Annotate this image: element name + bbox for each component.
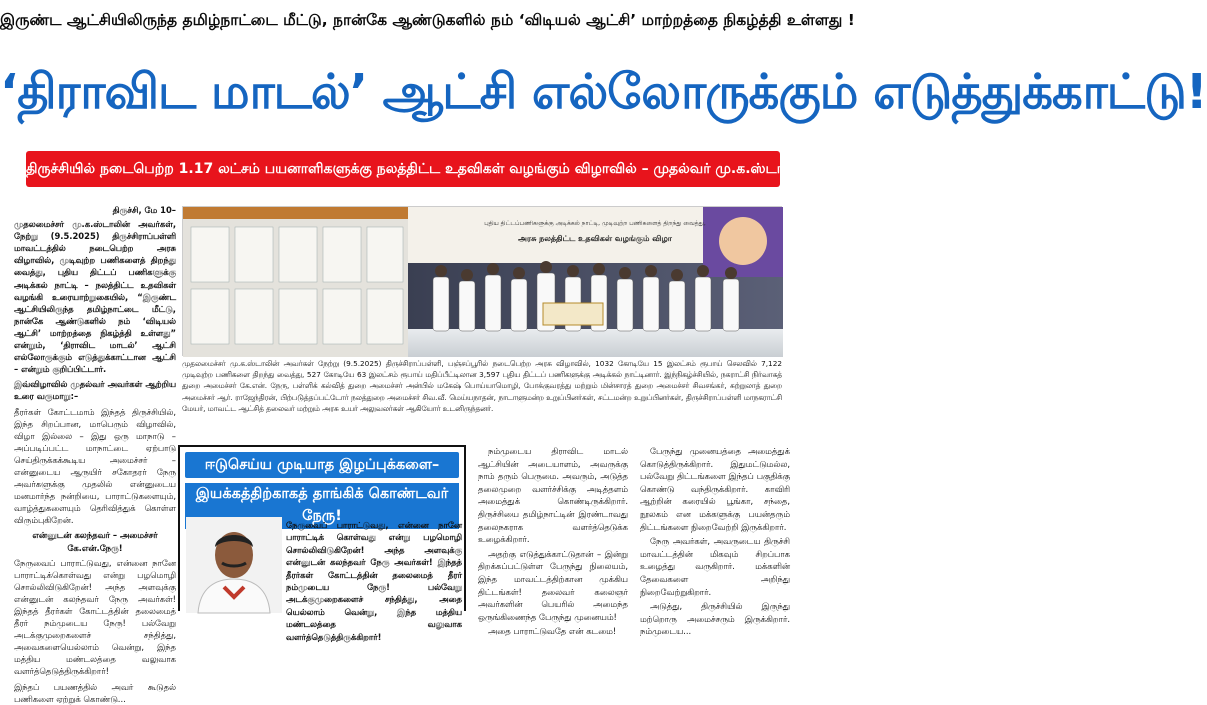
article-paragraph: நேரு அவர்கள், அவருடைய திருச்சி மாவட்டத்தின் மிகவும் சிறப்பாக உழைத்து வருகிறார். மக்களின் தேவைகளை அறிந்து நிறைவேற்றுகிறார். bbox=[640, 536, 790, 597]
article-column-3 bbox=[478, 445, 628, 637]
boxed-title-line1: ஈடுசெய்ய முடியாத இழப்புக்களை– bbox=[185, 452, 459, 478]
main-headline: ‘திராவிட மாடல்’ ஆட்சி எல்லோருக்கும் எடுத்துக்காட்டு! bbox=[0, 64, 1207, 120]
photo-banner-line1: புதிய திட்டப்பணிகளுக்கு அடிக்கல் நாட்டி, முடிவுற்ற பணிகளைத் திறந்து வைத்து, bbox=[484, 220, 706, 227]
article-paragraph: அதற்கு எடுத்துக்காட்டுதான் – இன்று திறக்கப்பட்டுள்ள பேருந்து நிலையம், இந்த மாவட்டத்திற்கான முக்கிய திட்டங்கள்! தலைவர் கலைஞர் அவர்களின் பெயரில் அமைந்த ஒருங்கிணைந்த பேருந்து முனையம்! bbox=[478, 548, 628, 622]
subheading: என்னுடன் கலந்தவர் – அமைச்சர் கே.என்.நேரு! bbox=[32, 530, 158, 553]
article-paragraph: அடுத்து, திருச்சியில் இருந்து மற்றொரு அமைச்சரும் இருக்கிறார். நம்முடைய... bbox=[640, 601, 790, 637]
event-photo bbox=[182, 206, 782, 356]
article-paragraph: பேருந்து முனையத்தை அமைத்துக் கொடுத்திருக்கிறார். இதுமட்டுமல்ல, பல்வேறு திட்டங்களை இந்தப் பகுதிக்கு கொண்டு வந்திருக்கிறார். காவிரி ஆற்றின் கரையில் பூங்கா, சந்தை, நூலகம் என மக்களுக்கு பயன்தரும் திட்டங்களை நிறைவேற்றி இருக்கிறார். bbox=[640, 446, 790, 532]
left-article-column bbox=[14, 204, 176, 704]
article-paragraph: அதை பாராட்டுவதே என் கடமை! bbox=[488, 626, 617, 637]
dateline: திருச்சி, மே 10– bbox=[112, 205, 176, 215]
article-paragraph: தீரர்கள் கோட்டமாம் இந்தத் திருச்சியில், இந்த சிறப்பான, மாபெரும் விழாவில், விழா இல்லை – இது ஒரு மாநாடு – அப்படிப்பட்ட மாநாட்டை ஏற்பாடு செய்திருக்கக்கூடிய அமைச்சர் – என்னுடைய ஆருயிர் சகோதரர் நேரு அவர்களுக்கு முதலில் என்னுடைய மனமார்ந்த நன்றியை, பாராட்டுகளையும், வாழ்த்துகளையும் தெரிவித்துக் கொள்ள விரும்புகிறேன். bbox=[14, 406, 176, 526]
article-paragraph: நேருவைப் பாராட்டுவது, என்னை நானே பாராட்டிக்கொள்வது என்று பழமொழி சொல்லிவிடுகிறேன்! அந்த அளவுக்கு என்னுடன் கலந்தவர் நேரு அவர்கள்! இந்தத் தீரர்கள் கோட்டத்தின் தலைமைத் தீரர் நம்முடைய நேரு! பல்வேறு அடக்குமுறைகளைச் சந்தித்து, அவைகளையெல்லாம் வென்று, இந்த மத்திய மண்டலத்தை வலுவாக வளர்த்தெடுத்திருக்கிறார்! bbox=[14, 557, 176, 677]
portrait-photo bbox=[186, 517, 282, 613]
article-paragraph: நம்முடைய திராவிட மாடல் ஆட்சியின் அடையாளம், அவருக்கு நாம் தரும் பெருமை. அவரும், அடுத்த தலைமுறை வளர்ச்சிக்கு அடித்தளம் அமைத்துக் கொண்டிருக்கிறார். திருச்சியை தமிழ்நாட்டின் இரண்டாவது தலைநகராக வளர்த்தெடுக்க உழைக்கிறார். bbox=[478, 446, 628, 545]
boxed-feature bbox=[178, 445, 466, 642]
photo-caption: முதலமைச்சர் மு.க.ஸ்டாலின் அவர்கள் நேற்று (9.5.2025) திருச்சிராப்பள்ளி, பஞ்சப்பூரில் நடைபெற்ற அரசு விழாவில், 1032 கோடியே 15 இலட்சம் ரூபாய் செலவில் 7,122 முடிவுற்ற பணிகளை திறந்து வைத்து, 527 கோடியே 63 இலட்சம் ரூபாய் மதிப்பீட்டிலான 3,597 புதிய திட்டப் பணிகளுக்கு அடிக்கல் நாட்டினார். இந்நிகழ்ச்சியில், நகராட்சி நிர்வாகத் துறை அமைச்சர் கே.என். நேரு, பள்ளிக் கல்வித் துறை அமைச்சர் அன்பில் மகேஷ் பொய்யாமொழி, போக்குவரத்து மற்றும் மின்சாரத் துறை அமைச்சர் சிவசங்கர், சுற்றுலாத் துறை அமைச்சர் ஆர். ராஜேந்திரன், பிற்படுத்தப்பட்டோர் நலத்துறை அமைச்சர் சிவ.வீ. மெய்யநாதன், நாடாளுமன்ற உறுப்பினர்கள், சட்டமன்ற உறுப்பினர்கள், திருச்சிராப்பள்ளி மாநகராட்சி மேயர், மாவட்ட ஆட்சித் தலைவர் மற்றும் அரசு உயர் அலுவலர்கள் ஆகியோர் உடனிருந்தனர். bbox=[182, 359, 782, 413]
sub-headline-banner: திருச்சியில் நடைபெற்ற 1.17 லட்சம் பயனாளிகளுக்கு நலத்திட்ட உதவிகள் வழங்கும் விழாவில் – முதல்வர் மு.க.ஸ்டாலின் பெருமிதம் ! bbox=[26, 151, 780, 187]
event-photo-image bbox=[183, 207, 783, 357]
kicker-headline: இருண்ட ஆட்சியிலிருந்த தமிழ்நாட்டை மீட்டு, நான்கே ஆண்டுகளில் நம் ‘விடியல் ஆட்சி’ மாற்றத்தை நிகழ்த்தி உள்ளது ! bbox=[0, 11, 855, 29]
article-column-4 bbox=[640, 445, 790, 637]
boxed-title-line2: இயக்கத்திற்காகத் தாங்கிக் கொண்டவர் நேரு! bbox=[185, 483, 459, 529]
article-paragraph: இந்தப் பயணத்தில் அவர் கூடுதல் பணிகளை ஏற்றுக் கொண்டு... bbox=[14, 681, 176, 704]
lead-paragraph: முதலமைச்சர் மு.க.ஸ்டாலின் அவர்கள், நேற்று (9.5.2025) திருச்சிராப்பள்ளி மாவட்டத்தில் நடைபெற்ற அரசு விழாவில், முடிவுற்ற பணிகளைத் திறந்து வைத்து, புதிய திட்டப் பணிகளுக்கு அடிக்கல் நாட்டி – நலத்திட்ட உதவிகள் வழங்கி உரையாற்றுகையில், “இருண்ட ஆட்சியிலிருந்த தமிழ்நாட்டை மீட்டு, நான்கே ஆண்டுகளில் நம் ‘விடியல் ஆட்சி’ மாற்றத்தை நிகழ்த்தி உள்ளது” என்றும், ‘திராவிட மாடல்’ ஆட்சி எல்லோருக்கும் எடுத்துக்காட்டான ஆட்சி – என்றும் குறிப்பிட்டார். bbox=[14, 219, 176, 375]
boxed-body: நேருவைப் பாராட்டுவது, என்னை நானே பாராட்டிக் கொள்வது என்று பழமொழி சொல்லிவிடுகிறேன்! அந்த அளவுக்கு என்னுடன் கலந்தவர் நேரு அவர்கள்! இந்தத் தீரர்கள் கோட்டத்தின் தலைமைத் தீரர் நம்முடைய நேரு! பல்வேறு அடக்குமுறைகளைச் சந்தித்து, அதை யெல்லாம் வென்று, இந்த மத்திய மண்டலத்தை வலுவாக வளர்த்தெடுத்திருக்கிறார்! bbox=[286, 520, 462, 642]
article-paragraph: இவ்விழாவில் முதல்வர் அவர்கள் ஆற்றிய உரை வருமாறு:– bbox=[14, 379, 176, 402]
photo-banner-line2: அரசு நலத்திட்ட உதவிகள் வழங்கும் விழா bbox=[518, 234, 672, 243]
